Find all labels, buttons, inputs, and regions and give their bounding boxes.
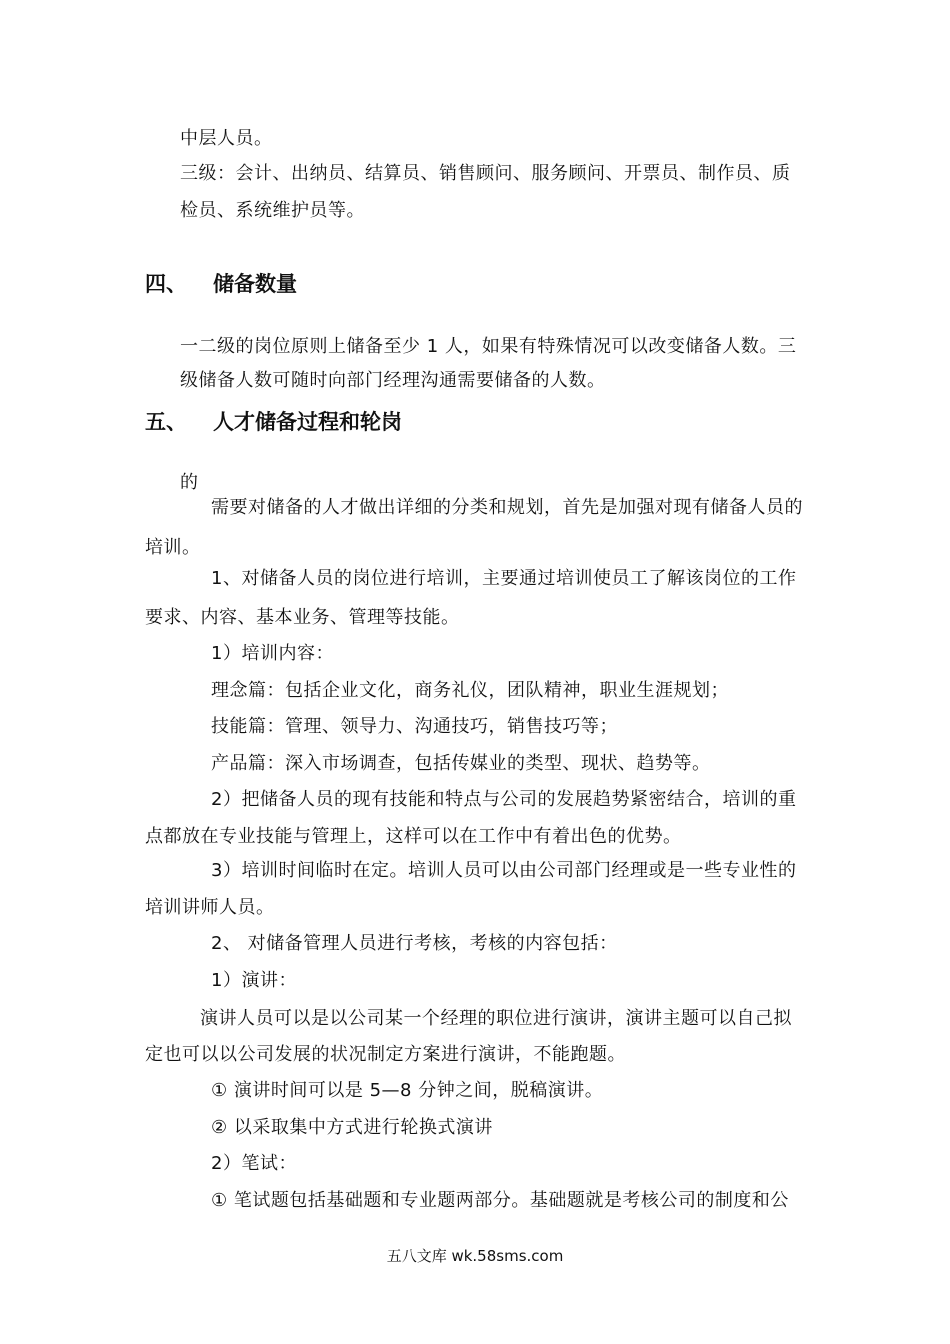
body-line: 定也可以以公司发展的状况制定方案进行演讲，不能跑题。 <box>145 1044 626 1065</box>
top-line-3: 检员、系统维护员等。 <box>180 200 365 221</box>
body-line: 的 <box>180 472 199 493</box>
body-line: 需要对储备的人才做出详细的分类和规划，首先是加强对现有储备人员的 <box>211 497 803 518</box>
body-line: 产品篇：深入市场调查，包括传媒业的类型、现状、趋势等。 <box>211 753 711 774</box>
body-line: ① 演讲时间可以是 5—8 分钟之间，脱稿演讲。 <box>211 1080 604 1101</box>
top-line-2: 三级：会计、出纳员、结算员、销售顾问、服务顾问、开票员、制作员、质 <box>180 163 791 184</box>
body-line: ② 以采取集中方式进行轮换式演讲 <box>211 1117 493 1138</box>
body-line: 3）培训时间临时在定。培训人员可以由公司部门经理或是一些专业性的 <box>211 860 797 881</box>
section-4-title: 储备数量 <box>213 272 297 296</box>
body-line: 理念篇：包括企业文化，商务礼仪，团队精神，职业生涯规划； <box>211 680 729 701</box>
body-line: 2）把储备人员的现有技能和特点与公司的发展趋势紧密结合，培训的重 <box>211 789 797 810</box>
body-line: 要求、内容、基本业务、管理等技能。 <box>145 607 460 628</box>
body-line: 培训讲师人员。 <box>145 897 275 918</box>
section-4-number: 四、 <box>145 272 187 296</box>
section-4-paragraph-line-1: 一二级的岗位原则上储备至少 1 人，如果有特殊情况可以改变储备人数。三 <box>180 336 797 357</box>
section-4-heading <box>145 270 445 300</box>
body-line: 1）演讲： <box>211 970 297 991</box>
section-5-heading <box>145 408 545 438</box>
body-line: 2、 对储备管理人员进行考核，考核的内容包括： <box>211 933 618 954</box>
body-line: 1、对储备人员的岗位进行培训，主要通过培训使员工了解该岗位的工作 <box>211 568 797 589</box>
footer-watermark: 五八文库 wk.58sms.com <box>386 1247 564 1265</box>
section-5-title: 人才储备过程和轮岗 <box>213 410 402 434</box>
body-line: 培训。 <box>145 537 201 558</box>
section-4-paragraph-line-2: 级储备人数可随时向部门经理沟通需要储备的人数。 <box>180 370 606 391</box>
body-line: ① 笔试题包括基础题和专业题两部分。基础题就是考核公司的制度和公 <box>211 1190 789 1211</box>
body-line: 技能篇：管理、领导力、沟通技巧，销售技巧等； <box>211 716 618 737</box>
body-line: 2）笔试： <box>211 1153 297 1174</box>
body-line: 演讲人员可以是以公司某一个经理的职位进行演讲，演讲主题可以自己拟 <box>200 1008 792 1029</box>
body-line: 点都放在专业技能与管理上，这样可以在工作中有着出色的优势。 <box>145 826 682 847</box>
section-5-number: 五、 <box>145 410 187 434</box>
top-line-1: 中层人员。 <box>180 128 273 149</box>
body-line: 1）培训内容： <box>211 643 334 664</box>
